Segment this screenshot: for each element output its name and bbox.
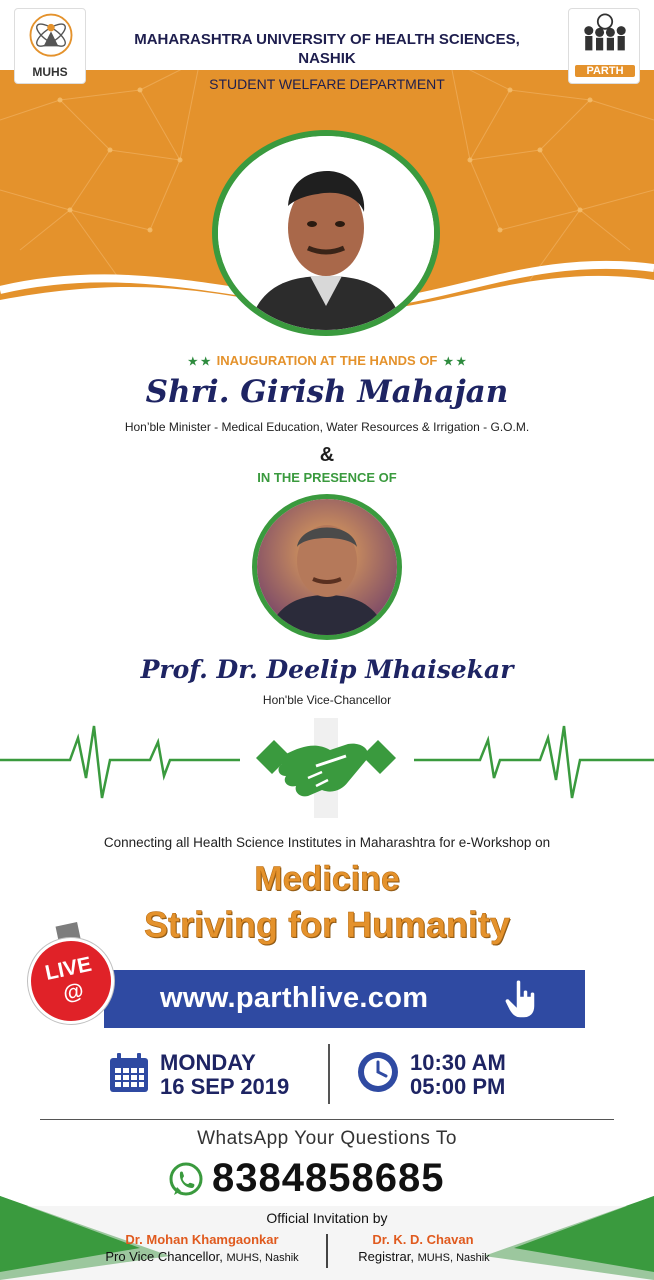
university-name-line1: MAHARASHTRA UNIVERSITY OF HEALTH SCIENCES, (134, 31, 520, 48)
chief-guest-portrait (212, 130, 440, 336)
inauguration-label-text: INAUGURATION AT THE HANDS OF (216, 353, 438, 368)
whatsapp-label: WhatsApp Your Questions To (197, 1128, 457, 1149)
event-date: 16 SEP 2019 (160, 1074, 290, 1099)
stars-right: ★ ★ (443, 356, 467, 368)
ecg-line-right (414, 726, 654, 798)
stars-left: ★ ★ (187, 356, 211, 368)
muhs-emblem-icon (15, 9, 87, 65)
chief-guest-designation: Hon’ble Minister - Medical Education, Water Resources & Irrigation - G.O.M. (124, 420, 530, 434)
clock-icon (356, 1050, 400, 1094)
invitation-label: Official Invitation by (266, 1210, 388, 1226)
signatory2-title-text: Registrar, (358, 1249, 414, 1264)
vice-chancellor-photo (257, 499, 397, 635)
whatsapp-icon (168, 1162, 204, 1198)
university-name-line2: NASHIK (298, 50, 356, 67)
vice-chancellor-portrait (252, 494, 402, 640)
ampersand: & (319, 444, 335, 466)
whatsapp-phone-number[interactable]: 8384858685 (212, 1156, 445, 1200)
event-title-line2: Striving for Humanity (143, 904, 511, 945)
event-end-time: 05:00 PM (410, 1074, 506, 1099)
live-circle (20, 930, 122, 1032)
department-name: STUDENT WELFARE DEPARTMENT (209, 76, 445, 92)
event-start-time: 10:30 AM (410, 1050, 506, 1075)
parth-logo (568, 8, 640, 84)
presence-label: IN THE PRESENCE OF (257, 470, 397, 485)
event-connect-text: Connecting all Health Science Institutes in Maharashtra for e-Workshop on (103, 835, 551, 850)
parth-people-icon (569, 9, 641, 63)
vice-chancellor-name: Prof. Dr. Deelip Mhaisekar (140, 655, 514, 684)
signatory-divider (326, 1234, 328, 1268)
ecg-line-left (0, 726, 240, 798)
section-divider (40, 1119, 614, 1120)
live-url-bar[interactable] (104, 970, 585, 1028)
vice-chancellor-designation: Hon'ble Vice-Chancellor (262, 693, 392, 707)
time-block (356, 1048, 556, 1104)
chief-guest-name: Shri. Girish Mahajan (145, 374, 509, 410)
calendar-icon (108, 1052, 150, 1094)
schedule-divider (328, 1044, 330, 1104)
date-block (108, 1048, 328, 1104)
signatory2-org: MUHS, Nashik (417, 1252, 490, 1264)
muhs-logo-text: MUHS (32, 65, 68, 79)
signatory2-title (334, 1249, 514, 1264)
live-at-symbol: @ (60, 978, 86, 1006)
live-url-link[interactable]: www.parthlive.com (160, 982, 429, 1014)
live-badge (28, 938, 120, 1022)
ecg-handshake-graphic (0, 718, 654, 818)
parth-logo-text: PARTH (575, 65, 635, 77)
chief-guest-photo (218, 136, 434, 330)
signatory1-org: MUHS, Nashik (226, 1252, 299, 1264)
pointer-hand-icon (504, 978, 540, 1020)
inauguration-label (0, 353, 654, 368)
signatory1-title-text: Pro Vice Chancellor, (105, 1249, 223, 1264)
live-word: LIVE (43, 952, 94, 985)
signatory1-title (76, 1249, 328, 1264)
university-name (100, 30, 554, 68)
signatory1-name: Dr. Mohan Khamgaonkar (125, 1232, 279, 1247)
handshake-icon (256, 740, 396, 796)
event-day: MONDAY (160, 1050, 256, 1075)
signatory2-name: Dr. K. D. Chavan (372, 1232, 474, 1247)
event-title-line1: Medicine (254, 860, 400, 898)
muhs-logo (14, 8, 86, 84)
